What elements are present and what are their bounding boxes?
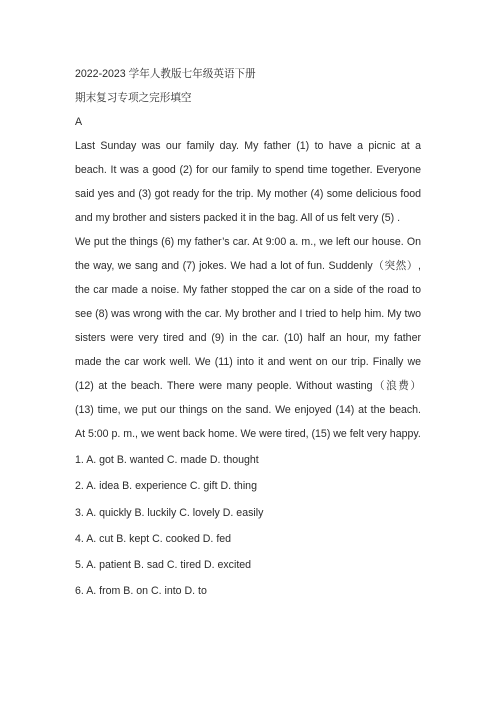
question-option-5: 5. A. patient B. sad C. tired D. excited [75,559,252,572]
document-title: 2022-2023 学年人教版七年级英语下册 [75,68,256,80]
question-option-3: 3. A. quickly B. luckily C. lovely D. easily [75,506,264,519]
passage-paragraph-2: We put the things (6) my father’s car. At 9:00 a. m., we left our house. On the way, we sang and (7) jokes. We had a lot of fun. Suddenly（突然）, the car made a noise. My father stopped the car on a side of the road to see (8) was wrong with the car. My brother and I tried to help him. My two sisters were very tired and (9) in the car. (10) half an hour, my father made the car work well. We (11) into it and went on our trip. Finally we (12) at the beach. There were many people. Without wasting（浪费） (13) time, we put our things on the sand. We enjoyed (14) at the beach. At 5:00 p. m., we went back home. We were tired, (15) we felt very happy. [75,236,421,440]
document-content [75,62,421,606]
question-option-4: 4. A. cut B. kept C. cooked D. fed [75,532,232,545]
question-option-6: 6. A. from B. on C. into D. to [75,585,207,598]
question-options-list [75,448,421,603]
document-subtitle: 期末复习专项之完形填空 [75,92,192,104]
question-option-1: 1. A. got B. wanted C. made D. thought [75,454,259,466]
question-option-2: 2. A. idea B. experience C. gift D. thing [75,480,257,493]
section-label: A [75,116,83,128]
passage-paragraph-1: Last Sunday was our family day. My father (1) to have a picnic at a beach. It was a good (2) for our family to spend time together. Everyone said yes and (3) got ready for the trip. My mother (4) some delicious food and my brother and sisters packed it in the bag. All of us felt very (5) . [75,140,421,224]
